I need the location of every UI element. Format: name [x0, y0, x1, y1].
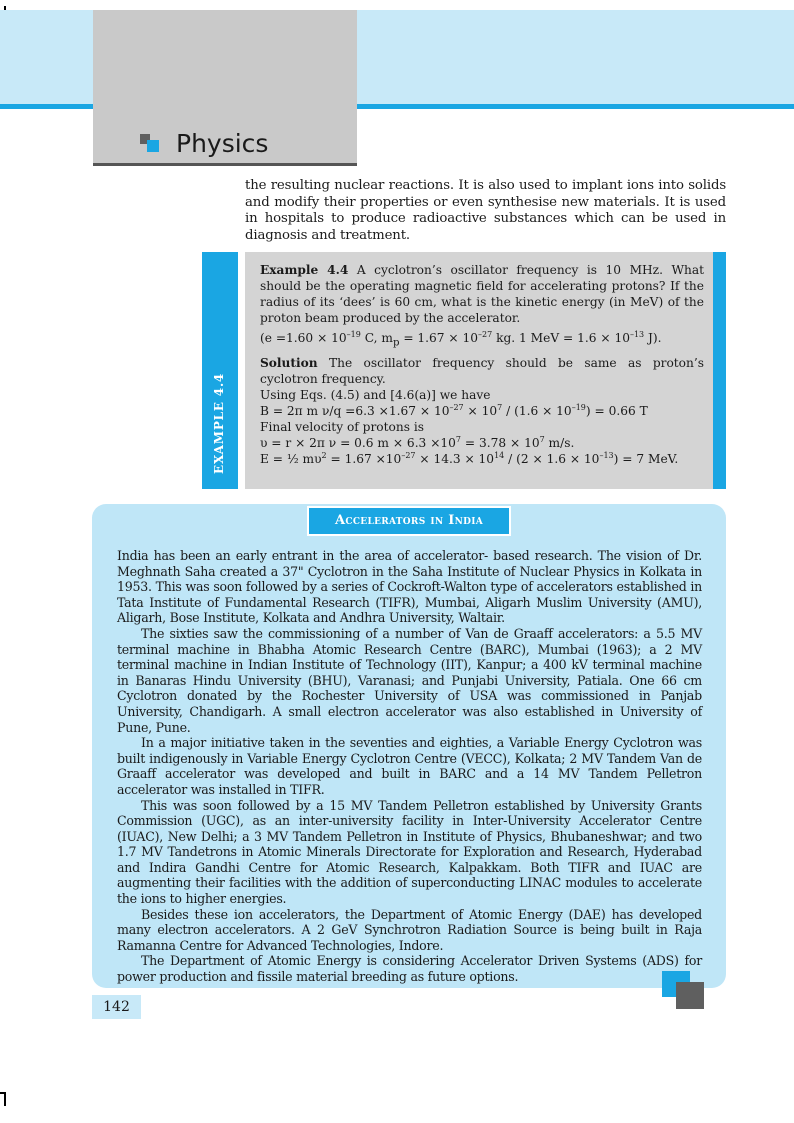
- example-edge: [713, 252, 726, 489]
- intro-paragraph: the resulting nuclear reactions. It is also used to implant ions into solids and modify their properties or even synthesise new materials. It is used in hospitals to produce radioactive substances which can be used in diagnosis and treatment.: [245, 178, 726, 243]
- example-body: [260, 262, 704, 467]
- example-constants: ($e =1.60 \times 10^{-19}$ C, $m_p = 1.67 \times 10^{-27}$ kg. 1 MeV = $1.6 \times 10^{-13}$ J).: [260, 329, 662, 349]
- accelerators-paragraph: This was soon followed by a 15 MV Tandem Pelletron established by University Grants Commission (UGC), as an inter-university facility in Inter-University Accelerator Centre (IUAC), New Delhi; a 3 MV Tandem Pelletron in Institute of Physics, Bhubaneshwar; and two 1.7 MV Tandetrons in Atomic Minerals Directorate for Exploration and Research, Hyderabad and Indira Gandhi Centre for Atomic Research, Kalpakkam. Both TIFR and IUAC are augmenting their facilities with the addition of superconducting LINAC modules to accelerate the ions to higher energies.: [117, 797, 702, 907]
- corner-gray-square: [676, 982, 704, 1009]
- example-question: [260, 262, 704, 326]
- solution-line-energy: E = ½ $m\upsilon^2 = 1.67 \times 10^{-27} \times 14.3 \times 10^{14} / (2 \times 1.6 \times 10^{-13}) = 7$ MeV.: [260, 451, 679, 467]
- crop-mark-bottom: [0, 1092, 10, 1106]
- example-solution: Solution The oscillator frequency should be same as proton’s cyclotron frequency.: [260, 356, 704, 387]
- subject-title: Physics: [176, 129, 269, 158]
- accelerators-paragraph: India has been an early entrant in the area of accelerator- based research. The vision of Dr. Meghnath Saha created a 37" Cyclotron in the Saha Institute of Nuclear Physics in Kolkata in 1953. This was soon followed by a series of Cockroft-Walton type of accelerators established in Tata Institute of Fundamental Research (TIFR), Mumbai, Aligarh Muslim University (AMU), Aligarh, Bose Institute, Kolkata and Andhra University, Waltair.: [117, 548, 702, 626]
- solution-line-velocity-label: Final velocity of protons is: [260, 420, 425, 435]
- solution-label: Solution: [260, 356, 318, 371]
- accelerators-paragraph: Besides these ion accelerators, the Department of Atomic Energy (DAE) has developed many electron accelerators. A 2 GeV Synchrotron Radiation Source is being built in Raja Ramanna Centre for Advanced Technologies, Indore.: [117, 906, 702, 953]
- example-question-text: A cyclotron’s oscillator frequency is 10 MHz. What should be the operating magnetic field for accelerating protons? If the radius of its ‘dees’ is 60 cm, what is the kinetic energy (in MeV) of the proton beam produced by the accelerator.: [260, 263, 705, 325]
- subject-squares-icon: [140, 134, 160, 152]
- example-tab-label: EXAMPLE 4.4: [212, 372, 226, 474]
- accelerators-text: [117, 548, 702, 985]
- solution-line-b: B = 2π m $\nu/q =6.3 \times 1.67 \times 10^{-27} \times 10^7 / (1.6 \times 10^{-19}) = 0.66$ T: [260, 403, 648, 419]
- header-subject-rule: [93, 163, 357, 166]
- example-title: Example 4.4: [260, 263, 349, 277]
- solution-line-v: υ = r × 2π ν = 0.6 $m \times 6.3 \times 10^7 = 3.78 \times 10^7$ m/s.: [260, 435, 575, 451]
- solution-line-eqs: Using Eqs. (4.5) and [4.6(a)] we have: [260, 388, 491, 403]
- accelerators-paragraph: The Department of Atomic Energy is considering Accelerator Driven Systems (ADS) for power production and fissile material breeding as future options.: [117, 953, 702, 985]
- accelerators-paragraph: In a major initiative taken in the seventies and eighties, a Variable Energy Cyclotron was built indigenously in Variable Energy Cyclotron Centre (VECC), Kolkata; 2 MV Tandem Van de Graaff accelerator was developed and built in BARC and a 14 MV Tandem Pelletron accelerator was installed in TIFR.: [117, 735, 702, 797]
- accelerators-paragraph: The sixties saw the commissioning of a number of Van de Graaff accelerators: a 5.5 MV terminal machine in Bhabha Atomic Research Centre (BARC), Mumbai (1963); a 2 MV terminal machine in Indian Institute of Technology (IIT), Kanpur; a 400 kV terminal machine in Banaras Hindu University (BHU), Varanasi; and Punjabi University, Patiala. One 66 cm Cyclotron donated by the Rochester University of USA was commissioned in Panjab University, Chandigarh. A small electron accelerator was also established in University of Pune, Pune.: [117, 625, 702, 735]
- page-number: 142: [92, 995, 141, 1019]
- accelerators-heading: Accelerators in India: [307, 506, 511, 536]
